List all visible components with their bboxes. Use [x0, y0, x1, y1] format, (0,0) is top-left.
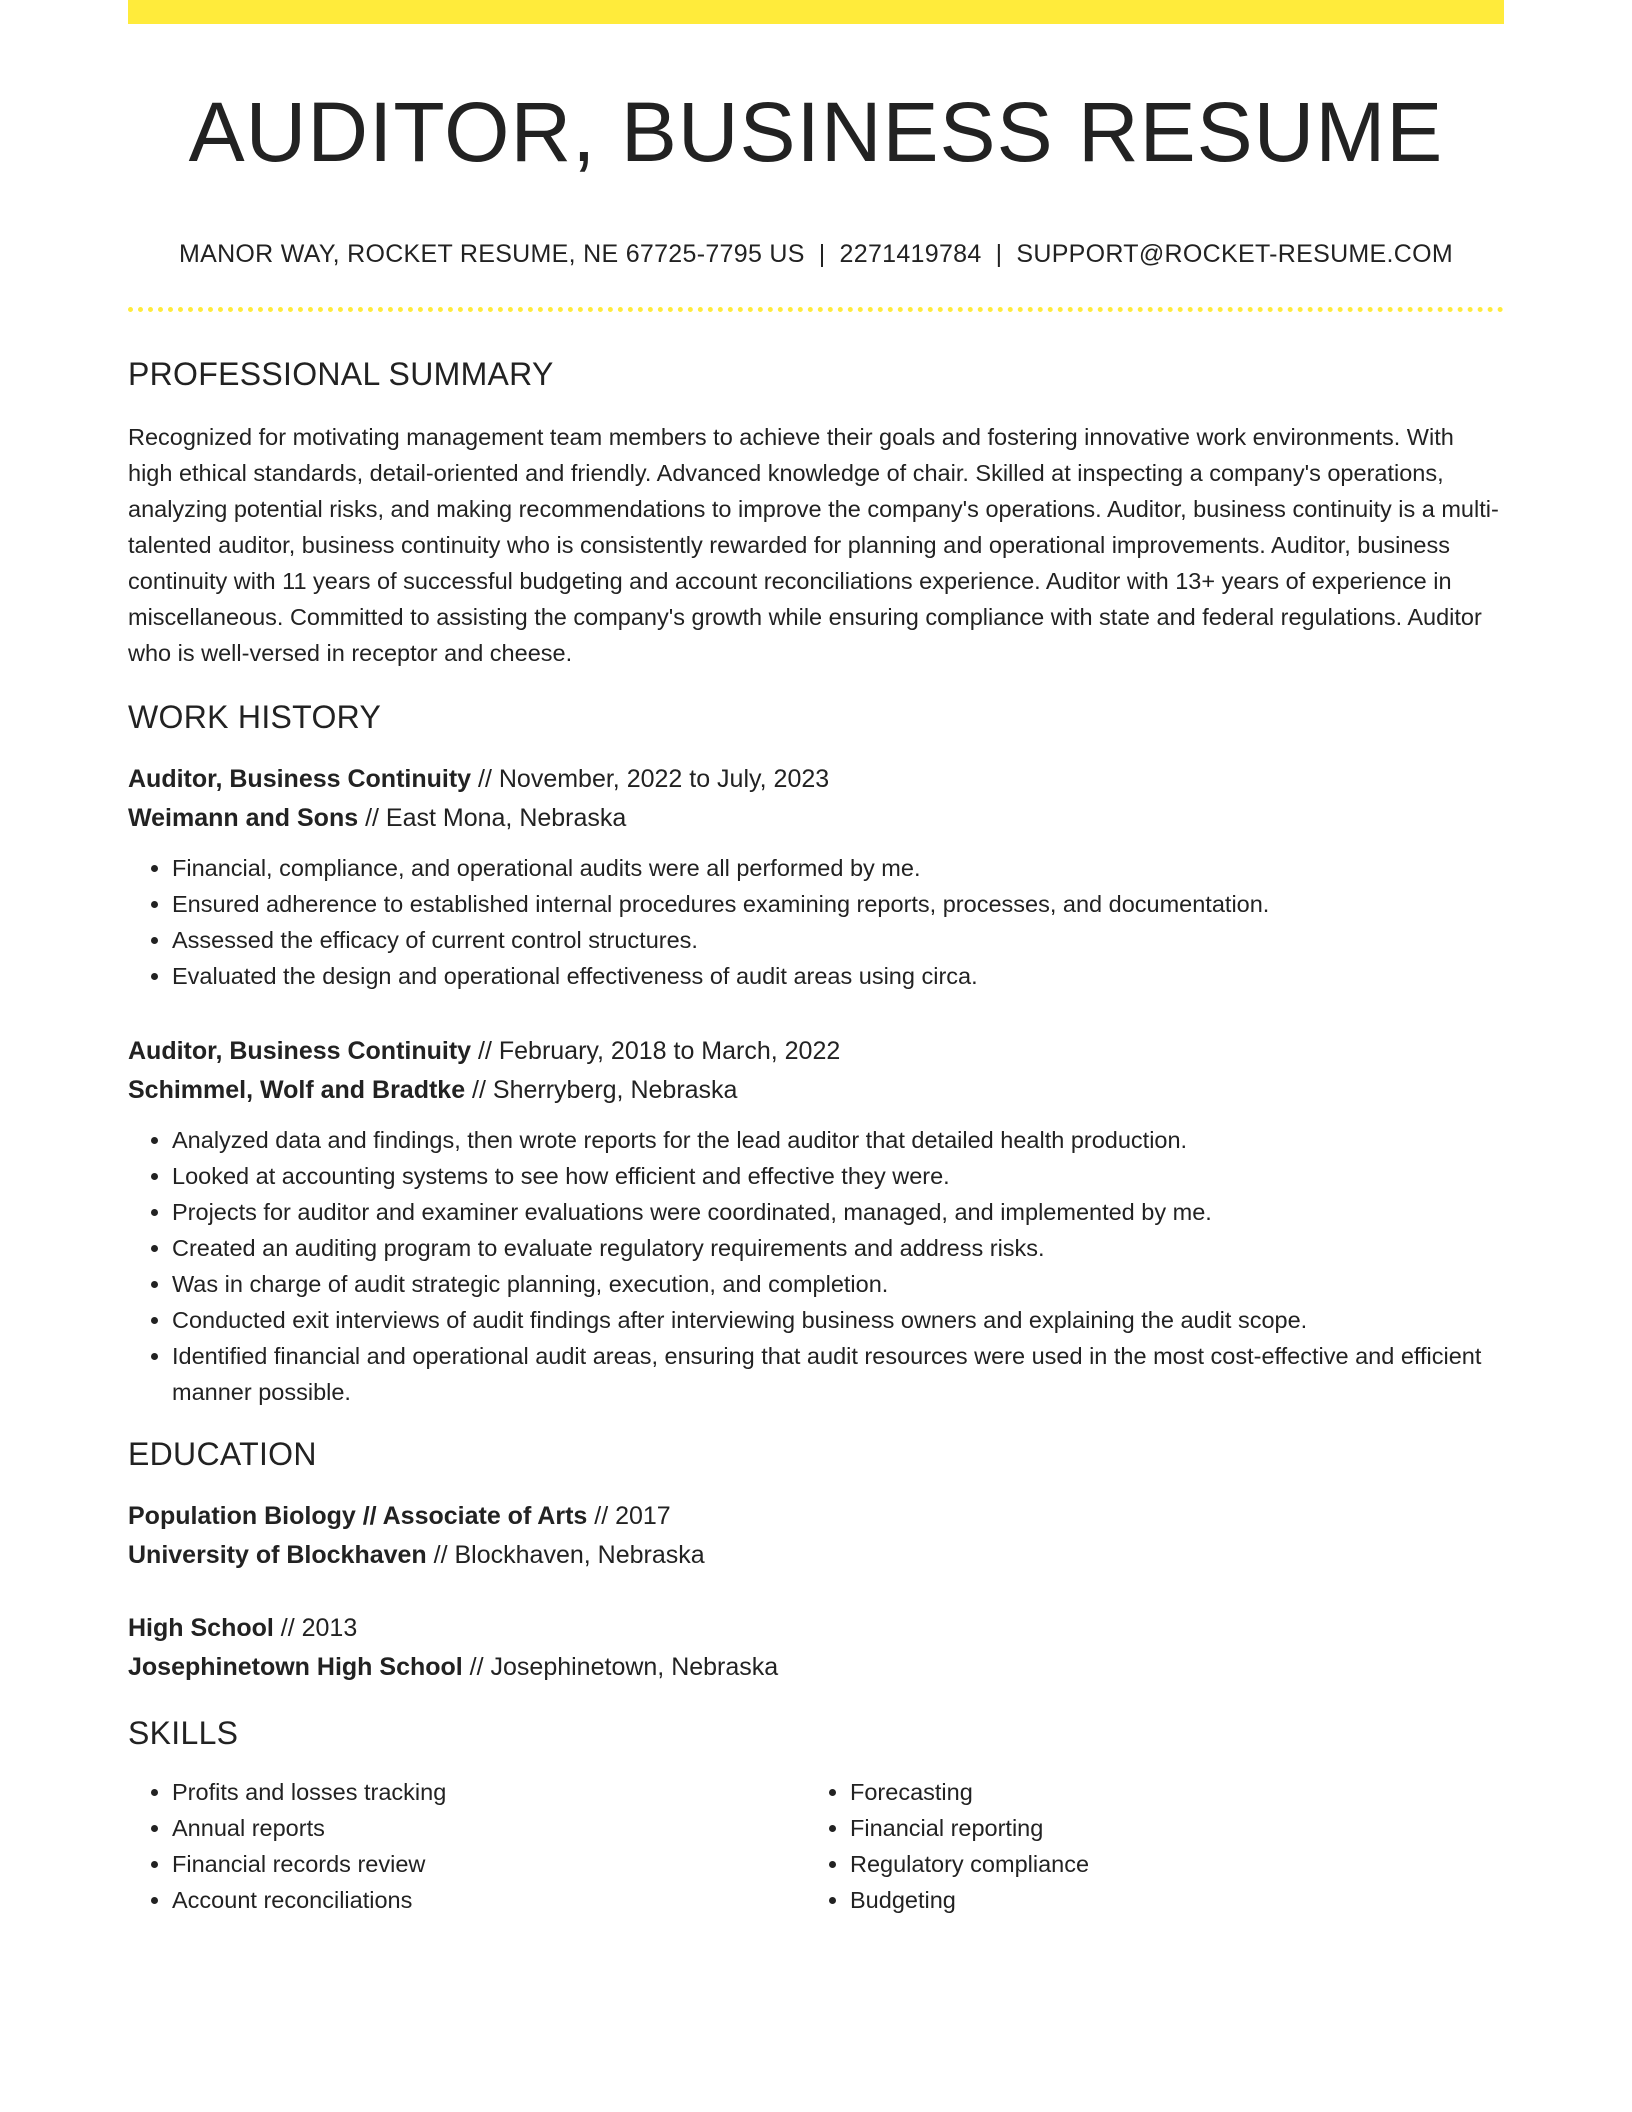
education-location: // Blockhaven, Nebraska [426, 1541, 705, 1570]
skills-heading: SKILLS [128, 1715, 239, 1752]
education-degree: Population Biology // Associate of Arts [128, 1502, 588, 1531]
job-company: Weimann and Sons [128, 804, 359, 833]
education-heading: EDUCATION [128, 1436, 317, 1473]
job-role: Auditor, Business Continuity [128, 1037, 472, 1066]
education-degree-line [128, 1497, 1504, 1536]
contact-email: SUPPORT@ROCKET-RESUME.COM [1016, 240, 1454, 269]
job-role: Auditor, Business Continuity [128, 765, 472, 794]
education-school-line [128, 1648, 1504, 1687]
job-bullet: • Projects for auditor and examiner evaluations were coordinated, managed, and implemented by me. [172, 1194, 1504, 1230]
contact-phone: 2271419784 [839, 240, 982, 269]
contact-separator: | [818, 240, 826, 269]
job-title-line [128, 1032, 1504, 1071]
skill-item: • Forecasting [850, 1774, 1484, 1810]
job-company: Schimmel, Wolf and Bradtke [128, 1076, 466, 1105]
work-history-heading: WORK HISTORY [128, 699, 382, 736]
contact-address: MANOR WAY, ROCKET RESUME, NE 67725-7795 US [178, 240, 805, 269]
job-bullet: • Conducted exit interviews of audit findings after interviewing business owners and explaining the audit scope. [172, 1302, 1504, 1338]
job-bullet: • Created an auditing program to evaluate regulatory requirements and address risks. [172, 1230, 1504, 1266]
job-bullet: • Identified financial and operational audit areas, ensuring that audit resources were used in the most cost-effective and efficient manner possible. [172, 1338, 1504, 1410]
skill-item: • Profits and losses tracking [172, 1774, 806, 1810]
skills-list-left [128, 1774, 806, 1918]
job-location: // Sherryberg, Nebraska [465, 1076, 738, 1105]
job-bullets [128, 1122, 1504, 1410]
job-bullet: • Was in charge of audit strategic planning, execution, and completion. [172, 1266, 1504, 1302]
education-entry [128, 1609, 1504, 1687]
education-degree: High School [128, 1614, 274, 1643]
job-bullet: • Analyzed data and findings, then wrote reports for the lead auditor that detailed health production. [172, 1122, 1504, 1158]
skill-item: • Financial records review [172, 1846, 806, 1882]
skills-columns [128, 1774, 1504, 1918]
resume-content [128, 0, 1504, 1918]
job-bullet: • Ensured adherence to established internal procedures examining reports, processes, and documentation. [172, 886, 1504, 922]
accent-top-bar [128, 0, 1504, 24]
skills-list-right [806, 1774, 1484, 1918]
education-degree-line [128, 1609, 1504, 1648]
education-year: // 2017 [587, 1502, 671, 1531]
skill-item: • Annual reports [172, 1810, 806, 1846]
job-title-line [128, 760, 1504, 799]
skill-item: • Regulatory compliance [850, 1846, 1484, 1882]
job-bullet: • Looked at accounting systems to see how efficient and effective they were. [172, 1158, 1504, 1194]
job-dates: // November, 2022 to July, 2023 [471, 765, 830, 794]
summary-heading: PROFESSIONAL SUMMARY [128, 356, 554, 393]
job-bullets [128, 850, 1504, 994]
job-location: // East Mona, Nebraska [358, 804, 627, 833]
job-bullet: • Assessed the efficacy of current control structures. [172, 922, 1504, 958]
job-bullet: • Financial, compliance, and operational audits were all performed by me. [172, 850, 1504, 886]
job-dates: // February, 2018 to March, 2022 [471, 1037, 841, 1066]
summary-text: Recognized for motivating management team members to achieve their goals and fostering innovative work environments. With high ethical standards, detail-oriented and friendly. Advanced knowledge of chair. Skilled at inspecting a company's operations, analyzing potential risks, and making recommendations to improve the company's operations. Auditor, business continuity is a multi-talented auditor, business continuity who is consistently rewarded for planning and operational improvements. Auditor, business continuity with 11 years of successful budgeting and account reconciliations experience. Auditor with 13+ years of experience in miscellaneous. Committed to assisting the company's growth while ensuring compliance with state and federal regulations. Auditor who is well-versed in receptor and cheese. [128, 424, 1499, 667]
resume-title: AUDITOR, BUSINESS RESUME [188, 85, 1444, 179]
job-entry [128, 760, 1504, 994]
contact-line [128, 240, 1504, 269]
job-entry [128, 1032, 1504, 1410]
job-bullet: • Evaluated the design and operational effectiveness of audit areas using circa. [172, 958, 1504, 994]
job-company-line [128, 799, 1504, 838]
education-school: University of Blockhaven [128, 1541, 427, 1570]
skill-item: • Account reconciliations [172, 1882, 806, 1918]
education-year: // 2013 [273, 1614, 358, 1643]
contact-separator: | [995, 240, 1003, 269]
skill-item: • Budgeting [850, 1882, 1484, 1918]
education-location: // Josephinetown, Nebraska [462, 1653, 779, 1682]
education-school-line [128, 1536, 1504, 1575]
job-company-line [128, 1071, 1504, 1110]
dotted-divider [128, 307, 1504, 312]
education-entry [128, 1497, 1504, 1575]
education-school: Josephinetown High School [128, 1653, 463, 1682]
skill-item: • Financial reporting [850, 1810, 1484, 1846]
